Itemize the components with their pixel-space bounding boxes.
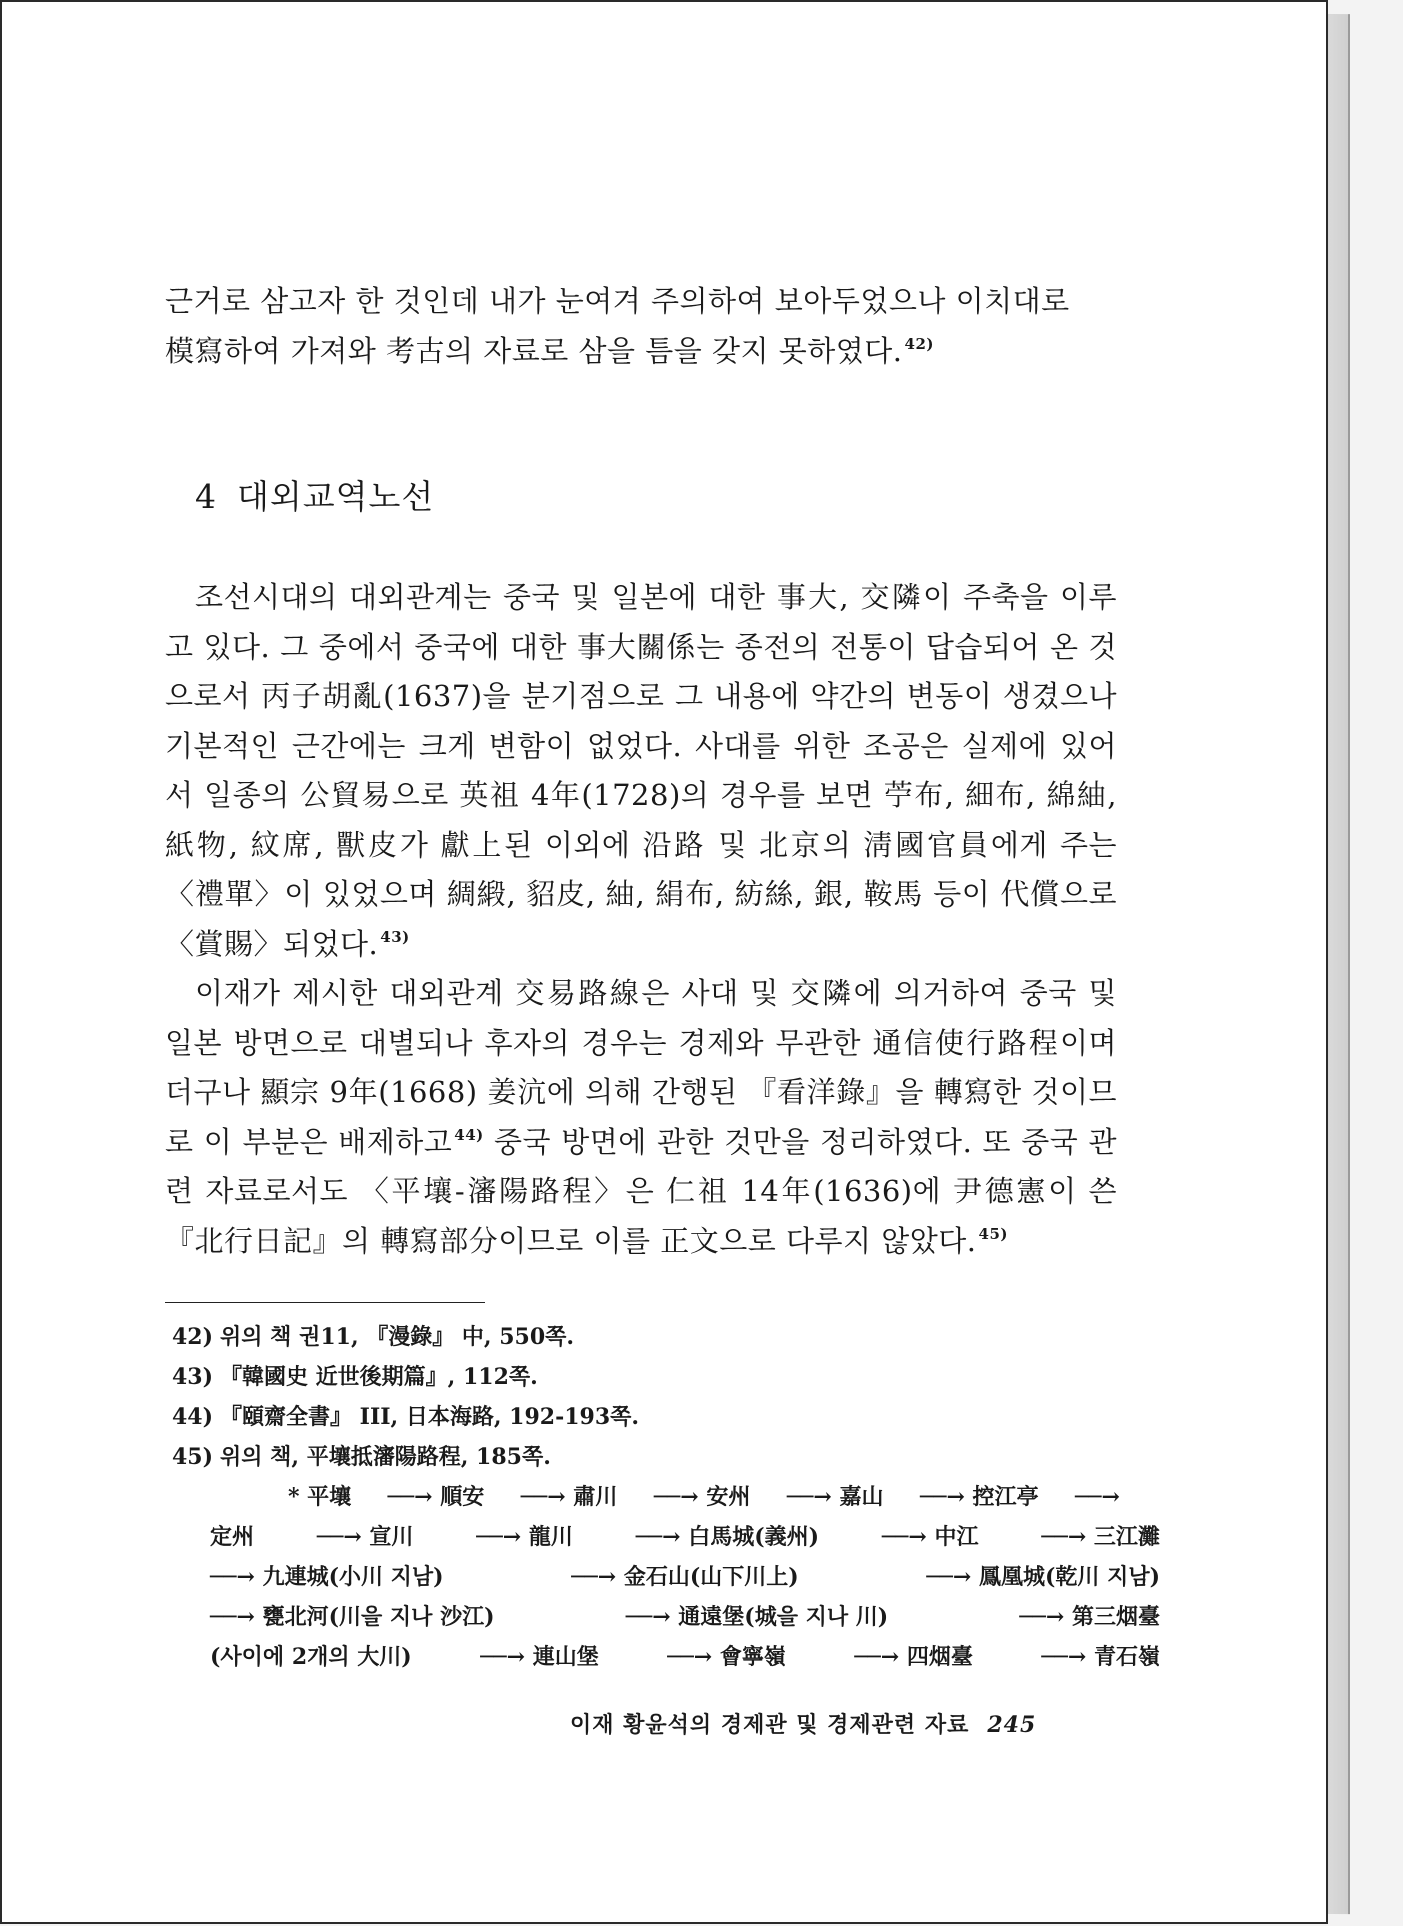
footnote-text: 『韓國史 近世後期篇』, 112쪽.	[220, 1364, 538, 1390]
footnote-ref-44: 44)	[454, 1125, 484, 1144]
footnote-42	[172, 1317, 1117, 1357]
route-stop: ──→ 宣川	[316, 1524, 414, 1550]
route-stop: ──→ 控江亭	[919, 1484, 1039, 1510]
footnote-number: 42)	[172, 1324, 214, 1350]
footnote-44	[172, 1397, 1117, 1437]
section-title: 대외교역노선	[237, 477, 435, 516]
route-stop: ──→ 會寧嶺	[667, 1644, 786, 1670]
footnote-text: 위의 책, 平壤抵瀋陽路程, 185쪽.	[220, 1444, 551, 1470]
footnote-divider	[165, 1302, 485, 1303]
page-number: 245	[987, 1712, 1037, 1738]
route-line-3	[210, 1557, 1160, 1597]
route-line-5	[210, 1637, 1160, 1677]
route-stop: ──→ 四烟臺	[854, 1644, 973, 1670]
route-stop: ──→ 鳳凰城(乾川 지남)	[926, 1564, 1160, 1590]
route-arrow: ──→	[1075, 1484, 1120, 1510]
paragraph-1	[165, 573, 1117, 969]
footnote-number: 45)	[172, 1444, 214, 1470]
route-stop: ──→ 安州	[653, 1484, 751, 1510]
route-stop: ──→ 三江灘	[1041, 1524, 1160, 1550]
paragraph-2-text-b: 중국 방면에 관한 것만을 정리하였다. 또 중국 관련 자료로서도 〈平壤-瀋陽路程〉은 仁祖 14年(1636)에 尹德憲이 쓴 『北行日記』의 轉寫部分이므로 이를 正文으로 다루지 않았다.	[165, 1124, 1117, 1258]
section-heading	[195, 477, 434, 517]
running-footer	[570, 1708, 1036, 1739]
route-stop: ──→ 金石山(山下川上)	[571, 1564, 799, 1590]
route-list	[210, 1477, 1160, 1677]
route-stop: ──→ 肅川	[520, 1484, 618, 1510]
footnote-ref-42: 42)	[904, 334, 934, 353]
footnote-ref-43: 43)	[380, 927, 410, 946]
footnote-45	[172, 1437, 1117, 1477]
route-stop: ──→ 甕北河(川을 지나 沙江)	[210, 1604, 495, 1630]
footnote-text: 『頤齋全書』 III, 日本海路, 192-193쪽.	[220, 1404, 640, 1430]
intro-line-1: 근거로 삼고자 한 것인데 내가 눈여겨 주의하여 보아두었으나 이치대로	[165, 284, 1070, 318]
paragraph-2-text-a: 이재가 제시한 대외관계 交易路線은 사대 및 交隣에 의거하여 중국 및 일본 방면으로 대별되나 후자의 경우는 경제와 무관한 通信使行路程이며 더구나 顯宗 9年(1668) 姜沆에 의해 간행된 『看洋錄』을 轉寫한 것이므로 이 부분은 배제하고	[165, 976, 1117, 1159]
route-line-4	[210, 1597, 1160, 1637]
paragraph-1-text: 조선시대의 대외관계는 중국 및 일본에 대한 事大, 交隣이 주축을 이루고 있다. 그 중에서 중국에 대한 事大關係는 종전의 전통이 답습되어 온 것으로서 丙子胡亂(1637)을 분기점으로 그 내용에 약간의 변동이 생겼으나 기본적인 근간에는 크게 변함이 없었다. 사대를 위한 조공은 실제에 있어서 일종의 公貿易으로 英祖 4年(1728)의 경우를 보면 苧布, 細布, 綿紬, 紙物, 紋席, 獸皮가 獻上된 이외에 沿路 및 北京의 淸國官員에게 주는 〈禮單〉이 있었으며 綢緞, 貂皮, 紬, 絹布, 紡絲, 銀, 鞍馬 등이 代償으로 〈賞賜〉되었다.	[165, 580, 1117, 961]
route-stop: ──→ 第三烟臺	[1019, 1604, 1160, 1630]
footnote-ref-45: 45)	[978, 1224, 1008, 1243]
intro-paragraph	[165, 277, 1117, 376]
intro-line-2	[165, 327, 1117, 377]
route-stop: ──→ 中江	[881, 1524, 979, 1550]
route-stop: ──→ 順安	[387, 1484, 485, 1510]
footnote-43	[172, 1357, 1117, 1397]
footnotes	[172, 1317, 1160, 1677]
footnote-text: 위의 책 권11, 『漫錄』 中, 550쪽.	[220, 1324, 575, 1350]
section-number: 4	[195, 477, 217, 516]
route-stop: * 平壤	[288, 1484, 352, 1510]
route-stop: ──→ 白馬城(義州)	[635, 1524, 820, 1550]
paragraph-2	[165, 969, 1117, 1266]
route-stop: (사이에 2개의 大川)	[210, 1644, 412, 1670]
route-stop: ──→ 通遠堡(城을 지나 川)	[625, 1604, 889, 1630]
route-stop: 定州	[210, 1524, 255, 1550]
route-stop: ──→ 嘉山	[786, 1484, 884, 1510]
route-stop: ──→ 連山堡	[480, 1644, 599, 1670]
route-stop: ──→ 龍川	[476, 1524, 573, 1550]
body-text	[165, 573, 1117, 1266]
intro-line-2-text: 模寫하여 가져와 考古의 자료로 삼을 틈을 갖지 못하였다.	[165, 333, 903, 368]
running-footer-title: 이재 황윤석의 경제관 및 경제관련 자료	[570, 1712, 970, 1738]
route-line-1	[288, 1477, 1120, 1517]
route-line-2	[210, 1517, 1160, 1557]
route-stop: ──→ 青石嶺	[1041, 1644, 1160, 1670]
footnote-number: 44)	[172, 1404, 214, 1430]
footnote-number: 43)	[172, 1364, 214, 1390]
route-stop: ──→ 九連城(小川 지남)	[210, 1564, 444, 1590]
